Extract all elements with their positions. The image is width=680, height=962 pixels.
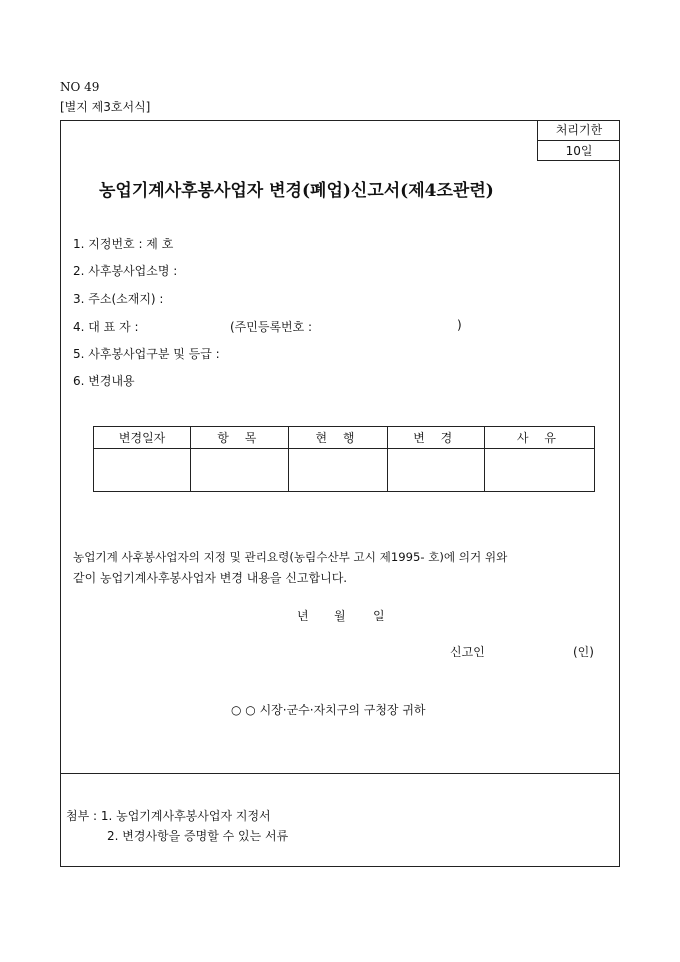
date-month: 월 — [334, 609, 346, 623]
field-service-office-name: 2. 사후봉사업소명 : — [73, 264, 178, 278]
cell-change-date[interactable] — [94, 449, 191, 492]
document-number: NO 49 — [60, 80, 100, 94]
header-change-date: 변경일자 — [94, 427, 191, 449]
attachments-item-2: 2. 변경사항을 증명할 수 있는 서류 — [107, 829, 289, 843]
header-item: 항 목 — [191, 427, 289, 449]
field-address: 3. 주소(소재지) : — [73, 292, 164, 306]
statement-line-2: 같이 농업기계사후봉사업자 변경 내용을 신고합니다. — [73, 571, 348, 585]
reporter-seal: (인) — [573, 645, 594, 659]
addressee: ○ ○ 시장·군수·자치구의 구청장 귀하 — [231, 703, 426, 717]
date-year: 년 — [297, 609, 309, 623]
table-row — [94, 449, 595, 492]
page-title: 농업기계사후봉사업자 변경(폐업)신고서(제4조관련) — [99, 181, 494, 201]
form-label: [별지 제3호서식] — [60, 100, 151, 114]
header-current: 현 행 — [289, 427, 387, 449]
table-header-row — [94, 427, 595, 449]
date-day: 일 — [373, 609, 385, 623]
reporter-label: 신고인 — [450, 645, 485, 659]
attachments-divider — [60, 773, 620, 774]
attachments-item-1: 첨부 : 1. 농업기계사후봉사업자 지정서 — [66, 809, 271, 823]
cell-current[interactable] — [289, 449, 387, 492]
change-details-table — [93, 426, 595, 492]
processing-period-box — [537, 120, 620, 161]
field-designation-number: 1. 지정번호 : 제 호 — [73, 237, 174, 251]
header-change: 변 경 — [387, 427, 484, 449]
field-change-content: 6. 변경내용 — [73, 374, 135, 388]
cell-item[interactable] — [191, 449, 289, 492]
form-frame — [60, 120, 620, 867]
processing-period-label: 처리기한 — [538, 120, 620, 141]
field-resident-number: (주민등록번호 : — [230, 320, 313, 334]
field-representative: 4. 대 표 자 : — [73, 320, 139, 334]
field-resident-number-close: ) — [457, 318, 462, 332]
cell-reason[interactable] — [484, 449, 594, 492]
statement-line-1: 농업기계 사후봉사업자의 지정 및 관리요령(농림수산부 고시 제1995- 호)에 의거 위와 — [73, 550, 508, 564]
field-service-category: 5. 사후봉사업구분 및 등급 : — [73, 347, 220, 361]
cell-change[interactable] — [387, 449, 484, 492]
header-reason: 사 유 — [484, 427, 594, 449]
processing-period-value: 10일 — [565, 144, 593, 158]
